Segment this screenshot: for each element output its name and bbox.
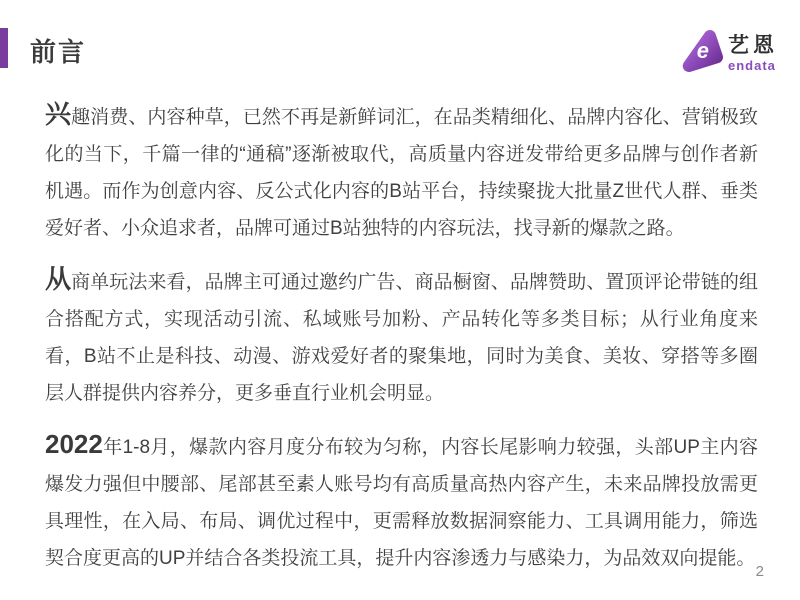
paragraph-2-text: 商单玩法来看，品牌主可通过邀约广告、商品橱窗、品牌赞助、置顶评论带链的组合搭配方式，实现活动引流、私域账号加粉、产品转化等多类目标；从行业角度来看，B站不止是科技、动漫、游戏爱好者的聚集地，同时为美食、美妆、穿搭等多圈层人群提供内容养分，更多垂直行业机会明显。: [45, 272, 758, 404]
paragraph-1-text: 趣消费、内容种草，已然不再是新鲜词汇，在品类精细化、品牌内容化、营销极致化的当下，千篇一律的“通稿”逐渐被取代，高质量内容迸发带给更多品牌与创作者新机遇。而作为创意内容、反公式化内容的B站平台，持续聚拢大批量Z世代人群、垂类爱好者、小众追求者，品牌可通过B站独特的内容玩法，找寻新的爆款之路。: [45, 107, 758, 239]
endata-logo: [681, 28, 778, 79]
paragraph-2-lead: 从: [45, 264, 72, 294]
paragraph-3: [45, 426, 758, 577]
paragraph-1-lead: 兴: [45, 99, 72, 129]
title-accent-bar: [0, 28, 8, 68]
foreword-body: [45, 96, 758, 591]
paragraph-3-lead: 2022: [45, 429, 103, 459]
page-number: 2: [755, 563, 764, 580]
svg-text:e: e: [696, 38, 709, 63]
logo-text: [728, 35, 778, 72]
endata-e-blob-icon: [681, 28, 723, 79]
paragraph-3-text: 年1-8月，爆款内容月度分布较为匀称，内容长尾影响力较强，头部UP主内容爆发力强但中腰部、尾部甚至素人账号均有高质量高热内容产生，未来品牌投放需更具理性，在入局、布局、调优过程中，更需释放数据洞察能力、工具调用能力，筛选契合度更高的UP并结合各类投流工具，提升内容渗透力与感染力，为品效双向提能。: [45, 437, 758, 569]
paragraph-2: [45, 261, 758, 412]
logo-subtitle: endata: [728, 58, 776, 73]
page-title: 前言: [30, 37, 87, 67]
paragraph-1: [45, 96, 758, 247]
logo-name: 艺恩: [728, 34, 778, 57]
